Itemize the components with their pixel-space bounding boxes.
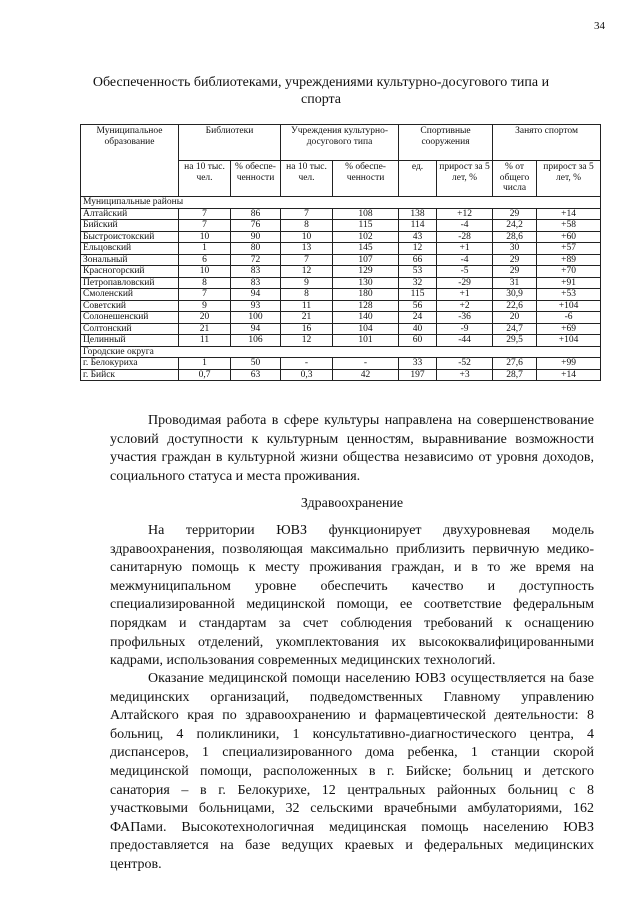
- row-value-cell: 1: [179, 243, 231, 255]
- row-value-cell: -29: [437, 277, 493, 289]
- row-value-cell: 0,3: [281, 369, 333, 381]
- row-value-cell: 29,5: [493, 335, 537, 347]
- row-value-cell: -: [333, 358, 399, 370]
- table-body: [81, 197, 601, 381]
- row-value-cell: 11: [281, 300, 333, 312]
- table-row: [81, 312, 601, 324]
- row-value-cell: 30: [493, 243, 537, 255]
- row-value-cell: 12: [399, 243, 437, 255]
- header-municipality: Муниципальное образование: [81, 125, 179, 197]
- table-row: [81, 266, 601, 278]
- row-name-cell: г. Бийск: [81, 369, 179, 381]
- table-row: [81, 254, 601, 266]
- table-row: [81, 335, 601, 347]
- row-value-cell: 63: [231, 369, 281, 381]
- row-name-cell: Зональный: [81, 254, 179, 266]
- row-value-cell: 27,6: [493, 358, 537, 370]
- row-value-cell: -6: [537, 312, 601, 324]
- row-value-cell: 94: [231, 289, 281, 301]
- row-value-cell: +57: [537, 243, 601, 255]
- row-value-cell: 30,9: [493, 289, 537, 301]
- subheader-per10k: на 10 тыс. чел.: [281, 161, 333, 197]
- row-value-cell: +89: [537, 254, 601, 266]
- table-row: [81, 289, 601, 301]
- page-number: 34: [594, 20, 605, 32]
- row-value-cell: 29: [493, 208, 537, 220]
- row-value-cell: 10: [281, 231, 333, 243]
- row-value-cell: +1: [437, 243, 493, 255]
- group-row-cities: Городские округа: [81, 346, 601, 358]
- row-value-cell: 140: [333, 312, 399, 324]
- row-value-cell: -44: [437, 335, 493, 347]
- row-value-cell: 24,2: [493, 220, 537, 232]
- row-value-cell: 197: [399, 369, 437, 381]
- row-value-cell: 8: [281, 220, 333, 232]
- row-value-cell: 42: [333, 369, 399, 381]
- table-row: [81, 277, 601, 289]
- paragraph-culture-text: Проводимая работа в сфере культуры направлена на совершенствование условий доступности к культурным ценностям, выравнивание возможности участия граждан в культурной жизни общества независимо от уровня доходов, социального статуса и места проживания.: [110, 413, 594, 484]
- row-value-cell: 9: [281, 277, 333, 289]
- row-value-cell: -28: [437, 231, 493, 243]
- row-value-cell: 33: [399, 358, 437, 370]
- row-value-cell: 28,6: [493, 231, 537, 243]
- row-value-cell: 11: [179, 335, 231, 347]
- row-value-cell: 7: [281, 254, 333, 266]
- row-value-cell: 20: [179, 312, 231, 324]
- row-value-cell: 32: [399, 277, 437, 289]
- row-value-cell: +53: [537, 289, 601, 301]
- row-value-cell: 28,7: [493, 369, 537, 381]
- row-value-cell: 7: [179, 208, 231, 220]
- row-value-cell: 7: [281, 208, 333, 220]
- table-row: [81, 243, 601, 255]
- row-name-cell: Советский: [81, 300, 179, 312]
- row-value-cell: 10: [179, 231, 231, 243]
- row-value-cell: -4: [437, 220, 493, 232]
- row-value-cell: 80: [231, 243, 281, 255]
- row-value-cell: 21: [179, 323, 231, 335]
- row-value-cell: 130: [333, 277, 399, 289]
- row-value-cell: 180: [333, 289, 399, 301]
- row-value-cell: -52: [437, 358, 493, 370]
- row-value-cell: 115: [333, 220, 399, 232]
- row-value-cell: 72: [231, 254, 281, 266]
- row-value-cell: 138: [399, 208, 437, 220]
- header-libraries: Библиотеки: [179, 125, 281, 161]
- row-value-cell: 50: [231, 358, 281, 370]
- row-value-cell: 24: [399, 312, 437, 324]
- row-value-cell: +58: [537, 220, 601, 232]
- row-value-cell: 94: [231, 323, 281, 335]
- row-name-cell: Ельцовский: [81, 243, 179, 255]
- row-value-cell: 104: [333, 323, 399, 335]
- table-row: [81, 231, 601, 243]
- table-row: [81, 208, 601, 220]
- row-value-cell: 100: [231, 312, 281, 324]
- subheader-units: ед.: [399, 161, 437, 197]
- table-title: [60, 74, 582, 108]
- row-value-cell: +60: [537, 231, 601, 243]
- row-value-cell: 6: [179, 254, 231, 266]
- group-row-districts: Муниципальные районы: [81, 197, 601, 209]
- paragraph-culture: [110, 412, 594, 486]
- row-value-cell: 53: [399, 266, 437, 278]
- header-sport-engaged: Занято спортом: [493, 125, 601, 161]
- row-value-cell: 107: [333, 254, 399, 266]
- row-value-cell: 56: [399, 300, 437, 312]
- row-value-cell: 115: [399, 289, 437, 301]
- row-value-cell: +99: [537, 358, 601, 370]
- row-value-cell: +2: [437, 300, 493, 312]
- row-name-cell: Солонешенский: [81, 312, 179, 324]
- row-value-cell: 13: [281, 243, 333, 255]
- table-row: [81, 323, 601, 335]
- row-value-cell: +1: [437, 289, 493, 301]
- table-row: [81, 300, 601, 312]
- row-value-cell: 12: [281, 266, 333, 278]
- table-title-line2: спорта: [300, 92, 342, 107]
- row-value-cell: +70: [537, 266, 601, 278]
- row-value-cell: 128: [333, 300, 399, 312]
- row-value-cell: 129: [333, 266, 399, 278]
- row-value-cell: 8: [179, 277, 231, 289]
- subheader-pct-total: % от общего числа: [493, 161, 537, 197]
- row-value-cell: 22,6: [493, 300, 537, 312]
- row-name-cell: г. Белокуриха: [81, 358, 179, 370]
- row-value-cell: -9: [437, 323, 493, 335]
- row-value-cell: 83: [231, 266, 281, 278]
- row-name-cell: Целинный: [81, 335, 179, 347]
- row-value-cell: 114: [399, 220, 437, 232]
- paragraph-healthcare-model-text: На территории ЮВЗ функционирует двухуровневая модель здравоохранения, позволяющая максимально приблизить первичную медико-санитарную помощь к месту проживания граждан, и в то же время на межмуниципальном уровне обеспечить качество и доступность специализированной медицинской помощи, ее соответствие федеральным порядкам и стандартам за счет соблюдения требований к оснащению профильных отделений, укомплектования их высококвалифицированными кадрами, использования современных медицинских технологий.: [110, 523, 594, 669]
- row-value-cell: +104: [537, 300, 601, 312]
- row-value-cell: 29: [493, 254, 537, 266]
- row-value-cell: +91: [537, 277, 601, 289]
- row-value-cell: 10: [179, 266, 231, 278]
- row-value-cell: 7: [179, 289, 231, 301]
- row-name-cell: Петропавловский: [81, 277, 179, 289]
- row-value-cell: 60: [399, 335, 437, 347]
- subheader-per10k: на 10 тыс. чел.: [179, 161, 231, 197]
- row-value-cell: 7: [179, 220, 231, 232]
- row-name-cell: Солтонский: [81, 323, 179, 335]
- row-value-cell: 9: [179, 300, 231, 312]
- table-row: [81, 220, 601, 232]
- row-value-cell: 102: [333, 231, 399, 243]
- row-value-cell: 86: [231, 208, 281, 220]
- row-value-cell: 16: [281, 323, 333, 335]
- section-heading: Здравоохранение: [300, 496, 404, 511]
- subheader-supply: % обеспе-ченности: [333, 161, 399, 197]
- row-value-cell: 83: [231, 277, 281, 289]
- row-value-cell: 21: [281, 312, 333, 324]
- row-value-cell: 0,7: [179, 369, 231, 381]
- row-value-cell: +69: [537, 323, 601, 335]
- row-name-cell: Бийский: [81, 220, 179, 232]
- row-value-cell: +14: [537, 369, 601, 381]
- table-row: [81, 369, 601, 381]
- row-value-cell: 40: [399, 323, 437, 335]
- row-value-cell: 43: [399, 231, 437, 243]
- row-name-cell: Красногорский: [81, 266, 179, 278]
- row-value-cell: 145: [333, 243, 399, 255]
- row-value-cell: +12: [437, 208, 493, 220]
- row-name-cell: Алтайский: [81, 208, 179, 220]
- row-value-cell: 29: [493, 266, 537, 278]
- header-culture: Учреждения культурно-досугового типа: [281, 125, 399, 161]
- row-value-cell: 20: [493, 312, 537, 324]
- subheader-supply: % обеспе-ченности: [231, 161, 281, 197]
- row-value-cell: 12: [281, 335, 333, 347]
- row-value-cell: 108: [333, 208, 399, 220]
- paragraph-healthcare-organizations: [110, 670, 594, 875]
- paragraph-healthcare-model: [110, 522, 594, 671]
- row-value-cell: 90: [231, 231, 281, 243]
- row-name-cell: Смоленский: [81, 289, 179, 301]
- row-value-cell: 101: [333, 335, 399, 347]
- row-value-cell: -36: [437, 312, 493, 324]
- row-name-cell: Быстроистокский: [81, 231, 179, 243]
- row-value-cell: -5: [437, 266, 493, 278]
- row-value-cell: 93: [231, 300, 281, 312]
- row-value-cell: -4: [437, 254, 493, 266]
- row-value-cell: 31: [493, 277, 537, 289]
- table-title-line1: Обеспеченность библиотеками, учреждениями культурно-досугового типа и: [92, 75, 550, 90]
- row-value-cell: -: [281, 358, 333, 370]
- paragraph-healthcare-organizations-text: Оказание медицинской помощи населению ЮВЗ осуществляется на базе медицинских организаций, подведомственных Главному управлению Алтайского края по здравоохранению и фармацевтической деятельности: 8 больниц, 4 поликлиники, 1 консультативно-диагностического центра, 4 диспансеров, 1 специализированного дома ребенка, 1 станции скорой медицинской помощи, расположенных в г. Бийске; больниц и детского санатория – в г. Белокурихе, 12 центральных районных больниц с 8 участковыми больницами, 32 сельскими врачебными амбулаториями, 162 ФАПами. Высокотехнологичная медицинская помощь населению ЮВЗ предоставляется на базе ведущих краевых и федеральных медицинских центров.: [110, 671, 594, 872]
- row-value-cell: 66: [399, 254, 437, 266]
- row-value-cell: +14: [537, 208, 601, 220]
- row-value-cell: +104: [537, 335, 601, 347]
- row-value-cell: 76: [231, 220, 281, 232]
- row-value-cell: +3: [437, 369, 493, 381]
- row-value-cell: 1: [179, 358, 231, 370]
- subheader-growth: прирост за 5 лет, %: [437, 161, 493, 197]
- row-value-cell: 8: [281, 289, 333, 301]
- statistics-table: [80, 124, 601, 381]
- table-row: [81, 358, 601, 370]
- row-value-cell: 106: [231, 335, 281, 347]
- header-sport-facilities: Спортивные сооружения: [399, 125, 493, 161]
- subheader-growth: прирост за 5 лет, %: [537, 161, 601, 197]
- row-value-cell: 24,7: [493, 323, 537, 335]
